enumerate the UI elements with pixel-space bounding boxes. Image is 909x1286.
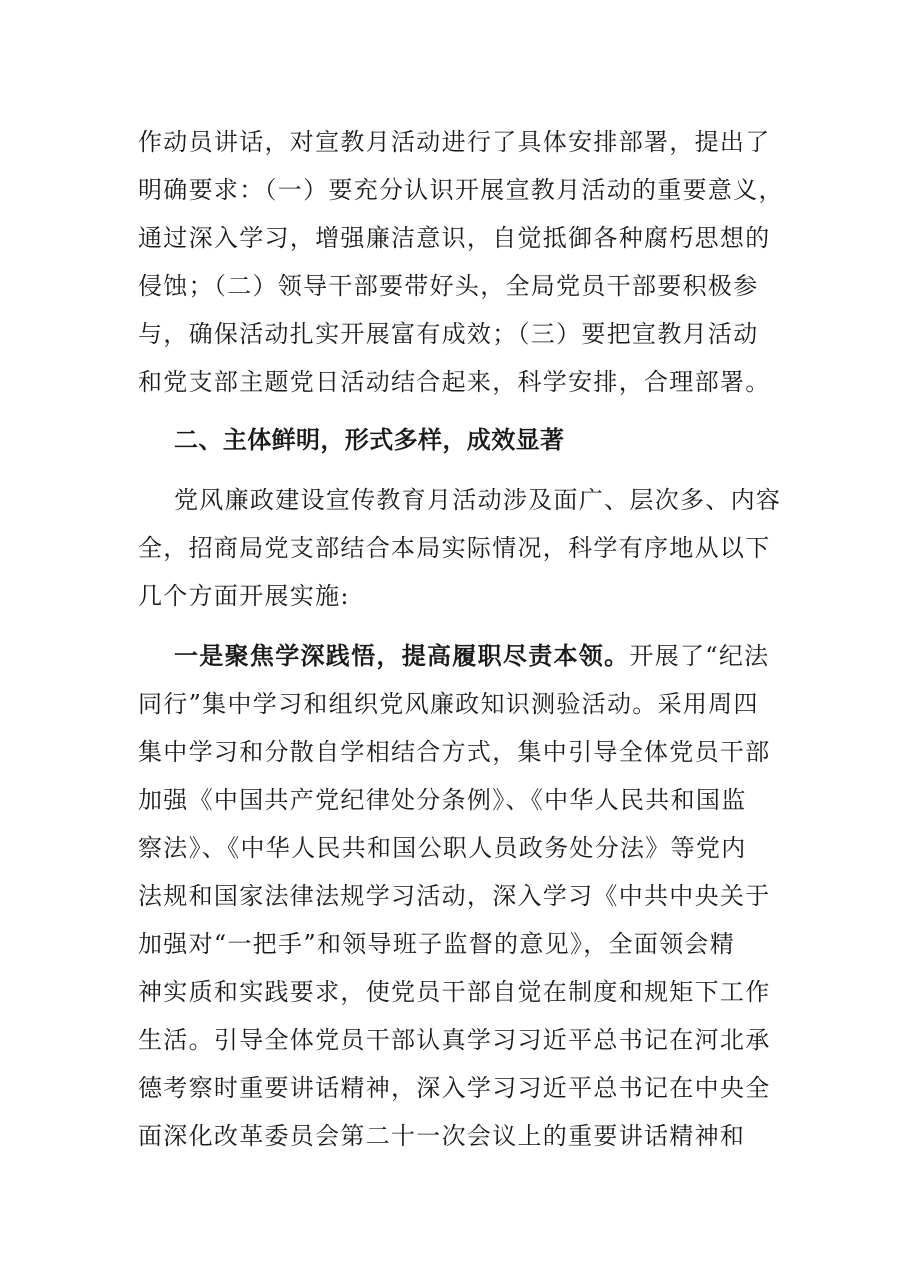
paragraph-line: 面深化改革委员会第二十一次会议上的重要讲话精神和: [138, 1122, 746, 1150]
paragraph-line: 党风廉政建设宣传教育月活动涉及面广、层次多、内容: [174, 486, 782, 514]
paragraph-line: 生活。引导全体党员干部认真学习习近平总书记在河北承: [138, 1026, 771, 1054]
paragraph-line: 和党支部主题党日活动结合起来，科学安排，合理部署。: [138, 368, 771, 396]
paragraph-line: 全，招商局党支部结合本局实际情况，科学有序地从以下: [138, 534, 771, 562]
paragraph-line: 察法》、《中华人民共和国公职人员政务处分法》等党内: [138, 834, 747, 862]
paragraph-lead-line: [174, 632, 778, 680]
paragraph-line: 法规和国家法律法规学习活动，深入学习《中共中央关于: [138, 882, 771, 910]
section-heading: 二、主体鲜明，形式多样，成效显著: [174, 425, 565, 454]
paragraph-line: 明确要求：（一）要充分认识开展宣教月活动的重要意义，: [138, 176, 784, 204]
paragraph-line: 通过深入学习，增强廉洁意识，自觉抵御各种腐朽思想的: [138, 224, 771, 252]
paragraph-line: 几个方面开展实施:: [138, 582, 350, 610]
paragraph-line: 加强对“一把手”和领导班子监督的意见》，全面领会精: [138, 930, 736, 958]
paragraph-lead-bold: 一是聚焦学深践悟，提高履职尽责本领。: [174, 641, 630, 670]
paragraph-line: 侵蚀；（二）领导干部要带好头，全局党员干部要积极参: [138, 272, 759, 300]
paragraph-line: 德考察时重要讲话精神，深入学习习近平总书记在中央全: [138, 1074, 771, 1102]
paragraph-lead-rest: 开展了“纪法: [629, 642, 770, 670]
paragraph-line: 神实质和实践要求，使党员干部自觉在制度和规矩下工作: [138, 978, 771, 1006]
paragraph-line: 同行”集中学习和组织党风廉政知识测验活动。采用周四: [138, 690, 759, 718]
paragraph-line: 集中学习和分散自学相结合方式，集中引导全体党员干部: [138, 738, 771, 766]
paragraph-line: 作动员讲话，对宣教月活动进行了具体安排部署，提出了: [138, 128, 771, 156]
paragraph-line: 与，确保活动扎实开展富有成效；（三）要把宣教月活动: [138, 320, 759, 348]
paragraph-line: 加强《中国共产党纪律处分条例》、《中华人民共和国监: [138, 786, 747, 814]
